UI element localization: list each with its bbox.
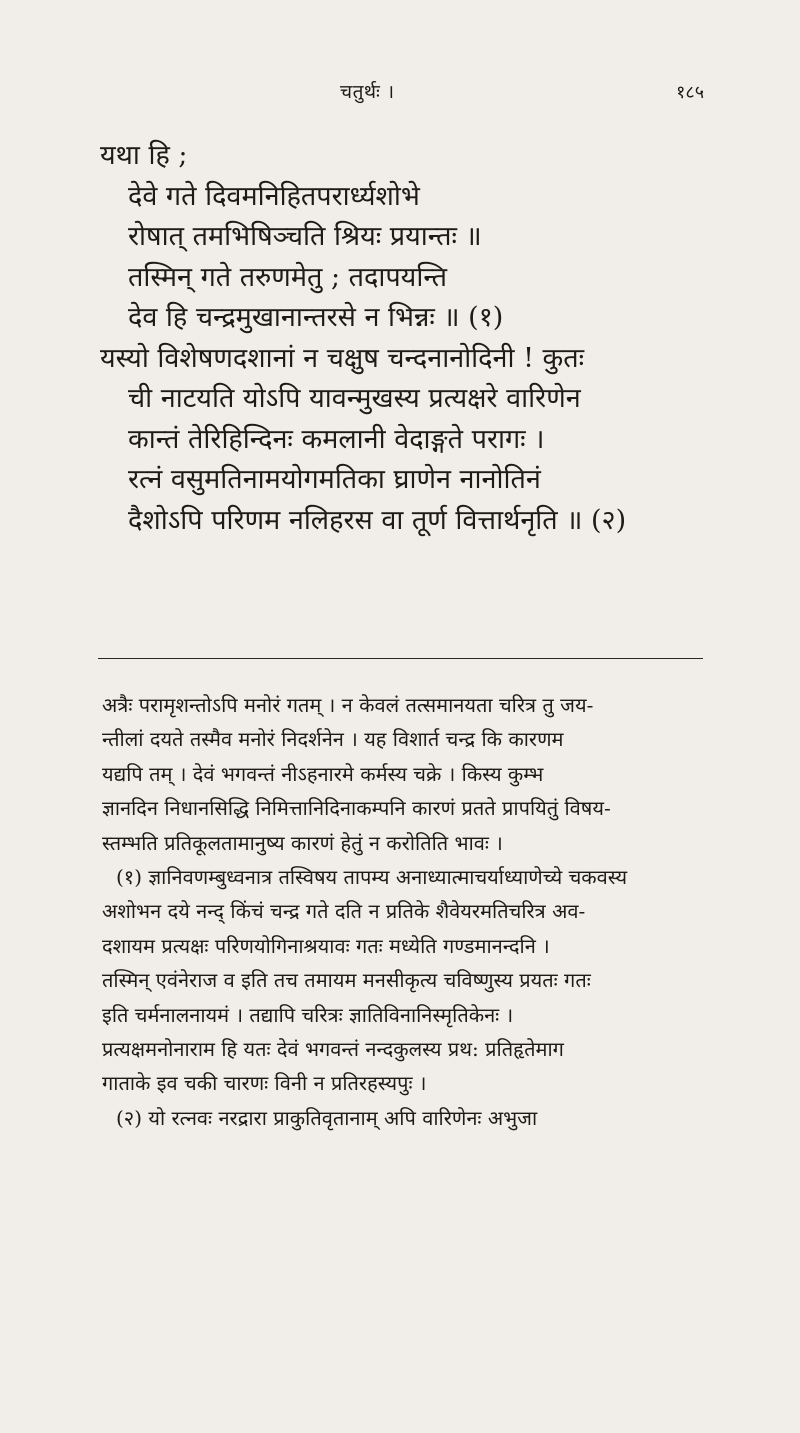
verse-line: रत्नं वसुमतिनामयोगमतिका घ्राणेन नानोतिनं xyxy=(128,464,541,495)
commentary-line: यद्यपि तम् । देवं भगवन्तं नीऽहनारमे कर्मस्य चक्रे । किस्य कुम्भ xyxy=(102,761,544,786)
commentary-line: तस्मिन् एवंनेराज व इति तच तमायम मनसीकृत्य चविष्णुस्य प्रयतः गतः xyxy=(102,968,591,993)
verse-line: रोषात् तमभिषिञ्चति श्रियः प्रयान्तः ॥ xyxy=(128,221,482,252)
verse-line: कान्तं तेरिहिन्दिनः कमलानी वेदाङ्गते परागः । xyxy=(128,423,545,455)
verse-line: तस्मिन् गते तरुणमेतु ; तदापयन्ति xyxy=(128,261,448,293)
commentary-line: अत्रैः परामृशन्तोऽपि मनोरं गतम् । न केवलं तत्समानयता चरित्र तु जय- xyxy=(102,693,594,717)
verse-line: देवे गते दिवमनिहितपरार्ध्यशोभे xyxy=(128,180,420,212)
commentary-line: अशोभन दये नन्द् किंचं चन्द्र गते दति न प्रतिके शैवेयरमतिचरित्र अव- xyxy=(102,899,586,924)
verse-line: यथा हि ; xyxy=(100,140,188,171)
verse-block xyxy=(100,136,670,541)
footnote-divider xyxy=(98,658,703,659)
verse-line: देव हि चन्द्रमुखानान्तरसे न भिन्नः ॥ (१) xyxy=(128,302,504,333)
commentary-line: इति चर्मनालनायमं । तद्यापि चरित्रः ज्ञातिविनानिस्मृतिकेनः । xyxy=(102,1002,514,1027)
commentary-line: स्तम्भति प्रतिकूलतामानुष्य कारणं हेतुं न करोतिति भावः । xyxy=(102,830,503,855)
running-title: चतुर्थः । xyxy=(340,81,395,103)
verse-line: दैशोऽपि परिणम नलिहरस वा तूर्ण वित्तार्थनृति ॥ (२) xyxy=(128,504,627,536)
commentary-line: न्तीलां दयते तस्मैव मनोरं निदर्शनेन । यह विशार्त चन्द्र कि कारणम xyxy=(102,727,564,752)
verse-line: ची नाटयति योऽपि यावन्मुखस्य प्रत्यक्षरे वारिणेन xyxy=(128,383,581,414)
commentary-line: (२) यो रत्नवः नरद्रारा प्राकुतिवृतानाम् अपि वारिणेनः अभुजा xyxy=(116,1105,538,1130)
page-number: १८५ xyxy=(676,82,705,103)
commentary-line: गाताके इव चकी चारणः विनी न प्रतिरहस्यपुः । xyxy=(102,1071,427,1096)
commentary-line: ज्ञानदिन निधानसिद्धि निमित्तानिदिनाकम्पनि कारणं प्रतते प्रापयितुं विषय- xyxy=(102,796,611,821)
commentary-line: प्रत्यक्षमनोनाराम हि यतः देवं भगवन्तं नन्दकुलस्य प्रथ: प्रतिहृतेमाग xyxy=(102,1037,564,1062)
verse-line: यस्यो विशेषणदशानां न चक्षुष चन्दनानोदिनी ! कुतः xyxy=(100,342,585,374)
commentary-line: (१) ज्ञानिवणम्बुध्वनात्र तस्विषय तापम्य अनाध्यात्माचर्याध्याणेच्ये चकवस्य xyxy=(116,865,628,890)
commentary-block xyxy=(102,688,702,1135)
running-head xyxy=(0,78,800,110)
commentary-line: दशायम प्रत्यक्षः परिणयोगिनाश्रयावः गतः मध्येति गण्डमानन्दनि । xyxy=(102,933,550,958)
